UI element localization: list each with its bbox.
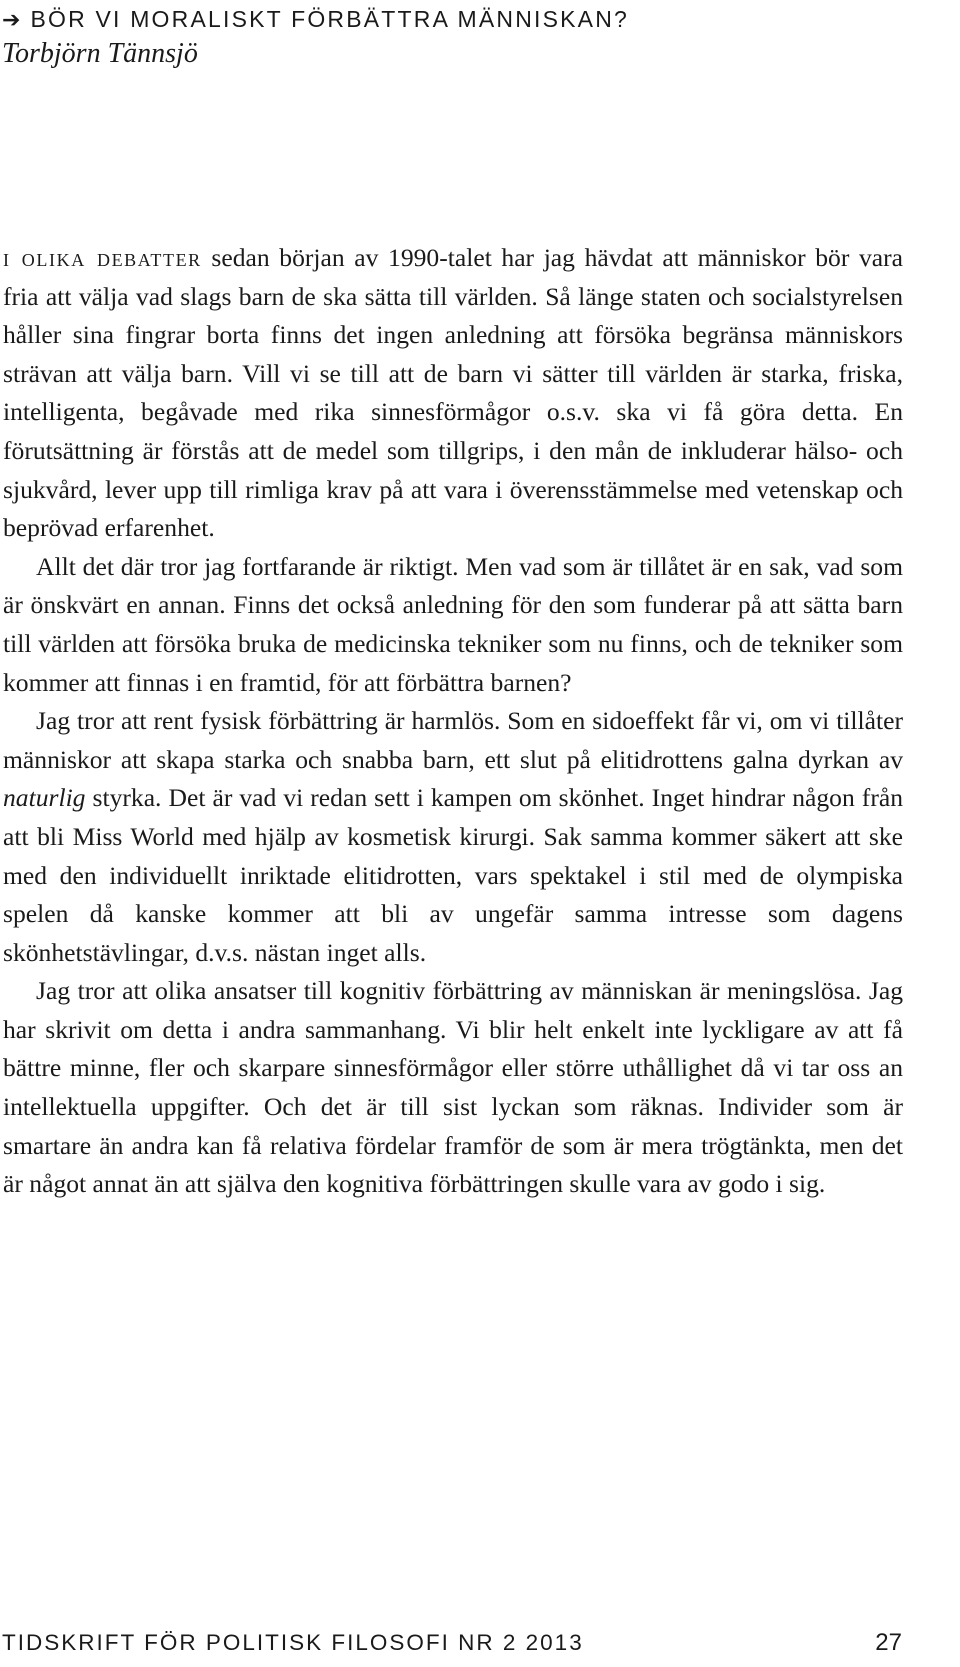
opening-smallcaps: i olika debatter: [3, 243, 202, 272]
page-number: 27: [875, 1629, 902, 1656]
paragraph-4-text: Jag tror att olika ansatser till kognitiv förbättring av människan är meningslösa. Jag har skrivit om detta i andra sammanhang. Vi blir helt enkelt inte lyckligare av att få bättre minne, fler och skarpare sinnesförmågor eller större uthållighet då vi tar oss an intellektuella uppgifter. Och det är till sist lyckan som räknas. Individer som är smartare än andra kan få relativa fördelar framför de som är mera trögtänkta, men det är något annat än att själva den kognitiva förbättringen skulle vara av godo i sig.: [3, 976, 903, 1199]
paragraph-1: [3, 239, 903, 548]
article-body: [3, 239, 903, 1204]
paragraph-3-text-b: styrka. Det är vad vi redan sett i kampen om skönhet. Inget hindrar någon från att bli Miss World med hjälp av kosmetisk kirurgi. Sak samma kommer säkert att ske med den individuellt inriktade elitidrotten, vars spektakel i stil med de olympiska spelen då kanske kommer att bli av ungefär samma intresse som dagens skönhetstävlingar, d.v.s. nästan inget alls.: [3, 783, 903, 967]
article-title: BÖR VI MORALISKT FÖRBÄTTRA MÄNNISKAN?: [30, 6, 630, 32]
running-header: [2, 4, 902, 71]
paragraph-2: [3, 548, 903, 702]
paragraph-4: [3, 972, 903, 1204]
paragraph-1-text: sedan början av 1990-talet har jag hävdat att människor bör vara fria att välja vad slags barn de ska sätta till världen. Så länge staten och socialstyrelsen håller sina fingrar borta finns det ingen anledning att försöka begränsa människors strävan att välja barn. Vill vi se till att de barn vi sätter till världen är starka, friska, intelligenta, begåvade med rika sinnesförmågor o.s.v. ska vi få göra detta. En förutsättning är förstås att de medel som tillgrips, i den mån de inkluderar hälso- och sjukvård, lever upp till rimliga krav på att vara i överensstämmelse med vetenskap och beprövad erfarenhet.: [3, 243, 903, 543]
paragraph-3: [3, 702, 903, 972]
paragraph-2-text: Allt det där tror jag fortfarande är riktigt. Men vad som är tillåtet är en sak, vad som är önskvärt en annan. Finns det också anledning för den som funderar på att sätta barn till världen att försöka bruka de medicinska tekniker som nu finns, och de tekniker som kommer att finnas i en framtid, för att förbättra barnen?: [3, 551, 903, 697]
right-arrow-icon: ➔: [2, 7, 21, 32]
paragraph-3-text-a: Jag tror att rent fysisk förbättring är harmlös. Som en sidoeffekt får vi, om vi tillåter människor att skapa starka och snabba barn, ett slut på elitidrottens galna dyrkan av: [3, 706, 903, 774]
author-name: Torbjörn Tännsjö: [2, 38, 198, 69]
journal-name: TIDSKRIFT FÖR POLITISK FILOSOFI NR 2 2013: [2, 1630, 584, 1655]
article-title-line: [2, 4, 902, 35]
emphasis-naturlig: naturlig: [3, 783, 86, 813]
